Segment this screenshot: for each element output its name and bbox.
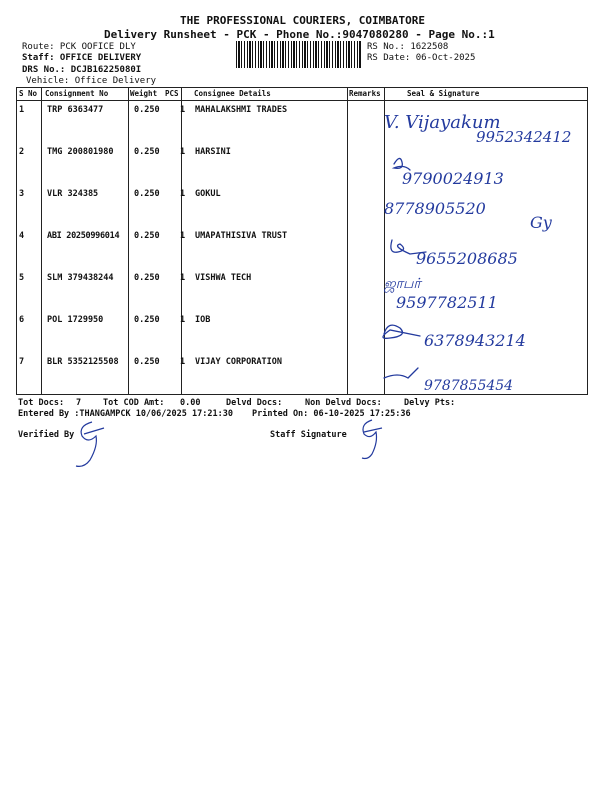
row-sno: 5 xyxy=(19,273,25,283)
verifier-signature xyxy=(62,416,122,472)
signature-phone: 6378943214 xyxy=(424,331,526,350)
row-sno: 4 xyxy=(19,231,25,241)
rs-date: RS Date: 06-Oct-2025 xyxy=(367,53,476,63)
scribble-mark xyxy=(383,325,420,338)
row-pcs: 1 xyxy=(180,357,186,367)
row-sno: 2 xyxy=(19,147,25,157)
row-pcs: 1 xyxy=(180,147,186,157)
row-consignee: GOKUL xyxy=(195,189,221,199)
row-consignee: VIJAY CORPORATION xyxy=(195,357,282,367)
row-weight: 0.250 xyxy=(134,105,160,115)
delvd-docs-label: Delvd Docs: xyxy=(226,398,283,408)
signature-name: Gy xyxy=(530,213,552,232)
signature-row-2 xyxy=(380,150,580,190)
signature-phone: 9952342412 xyxy=(476,128,572,146)
tot-docs-value: 7 xyxy=(76,398,82,408)
row-consignment: ABI 20250996014 xyxy=(47,231,120,241)
row-consignee: VISHWA TECH xyxy=(195,273,252,283)
col-header-remarks: Remarks xyxy=(349,89,381,98)
signature-phone: 9655208685 xyxy=(416,249,518,268)
tot-docs-label: Tot Docs: xyxy=(18,398,65,408)
verified-by-label: Verified By xyxy=(18,430,75,440)
row-consignee: HARSINI xyxy=(195,147,231,157)
row-weight: 0.250 xyxy=(134,315,160,325)
signature-phone: 9597782511 xyxy=(396,293,498,312)
signature-row-7 xyxy=(380,356,580,396)
barcode xyxy=(236,41,362,68)
row-consignee: MAHALAKSHMI TRADES xyxy=(195,105,288,115)
col-header-pcs: PCS xyxy=(165,89,179,98)
row-weight: 0.250 xyxy=(134,273,160,283)
row-pcs: 1 xyxy=(180,231,186,241)
row-sno: 1 xyxy=(19,105,25,115)
row-consignment: SLM 379438244 xyxy=(47,273,114,283)
signature-phone: 9790024913 xyxy=(402,169,504,188)
row-sno: 3 xyxy=(19,189,25,199)
col-header-consignment: Consignment No xyxy=(45,89,109,98)
row-pcs: 1 xyxy=(180,105,186,115)
col-header-consignee: Consignee Details xyxy=(194,89,271,98)
row-pcs: 1 xyxy=(180,273,186,283)
rs-number: RS No.: 1622508 xyxy=(367,42,449,52)
row-weight: 0.250 xyxy=(134,189,160,199)
route-label: Route: PCK OOFICE DLY xyxy=(22,42,136,52)
vehicle-label: Vehicle: Office Delivery xyxy=(26,76,157,86)
signature-row-4 xyxy=(380,234,580,274)
row-consignee: UMAPATHISIVA TRUST xyxy=(195,231,288,241)
staff-label: Staff: OFFICE DELIVERY xyxy=(22,53,142,63)
row-pcs: 1 xyxy=(180,189,186,199)
row-sno: 6 xyxy=(19,315,25,325)
signature-row-3 xyxy=(380,192,580,232)
tot-cod-label: Tot COD Amt: xyxy=(103,398,165,408)
signature-name: V. Vijayakum xyxy=(384,112,501,133)
signature-phone: 9787855454 xyxy=(424,378,514,394)
printed-on: Printed On: 06-10-2025 17:25:36 xyxy=(252,409,411,419)
staff-signature-label: Staff Signature xyxy=(270,430,347,440)
col-header-weight: Weight xyxy=(130,89,158,98)
row-consignment: TMG 200801980 xyxy=(47,147,114,157)
signature-row-1 xyxy=(380,108,580,148)
company-title: THE PROFESSIONAL COURIERS, COIMBATORE xyxy=(180,14,426,27)
row-weight: 0.250 xyxy=(134,231,160,241)
signature-row-6 xyxy=(380,316,580,356)
drs-number: DRS No.: DCJB16225080I xyxy=(22,65,142,75)
row-consignment: POL 1729950 xyxy=(47,315,104,325)
row-weight: 0.250 xyxy=(134,147,160,157)
col-header-sno: S No xyxy=(19,89,38,98)
row-consignee: IOB xyxy=(195,315,211,325)
row-sno: 7 xyxy=(19,357,25,367)
col-header-signature: Seal & Signature xyxy=(407,89,480,98)
runsheet-subtitle: Delivery Runsheet - PCK - Phone No.:9047080280 - Page No.:1 xyxy=(104,28,495,41)
scribble-mark xyxy=(384,368,418,378)
non-delvd-docs-label: Non Delvd Docs: xyxy=(305,398,382,408)
entered-by: Entered By :THANGAMPCK 10/06/2025 17:21:30 xyxy=(18,409,233,419)
row-consignment: TRP 6363477 xyxy=(47,105,104,115)
row-consignment: VLR 324385 xyxy=(47,189,99,199)
signature-row-5 xyxy=(380,272,580,312)
signature-name: ஜாபர் xyxy=(384,276,421,292)
row-consignment: BLR 5352125508 xyxy=(47,357,119,367)
staff-signature xyxy=(350,416,400,464)
signature-phone: 8778905520 xyxy=(384,199,486,218)
tot-cod-value: 0.00 xyxy=(180,398,201,408)
row-weight: 0.250 xyxy=(134,357,160,367)
delvy-pts-label: Delvy Pts: xyxy=(404,398,456,408)
row-pcs: 1 xyxy=(180,315,186,325)
